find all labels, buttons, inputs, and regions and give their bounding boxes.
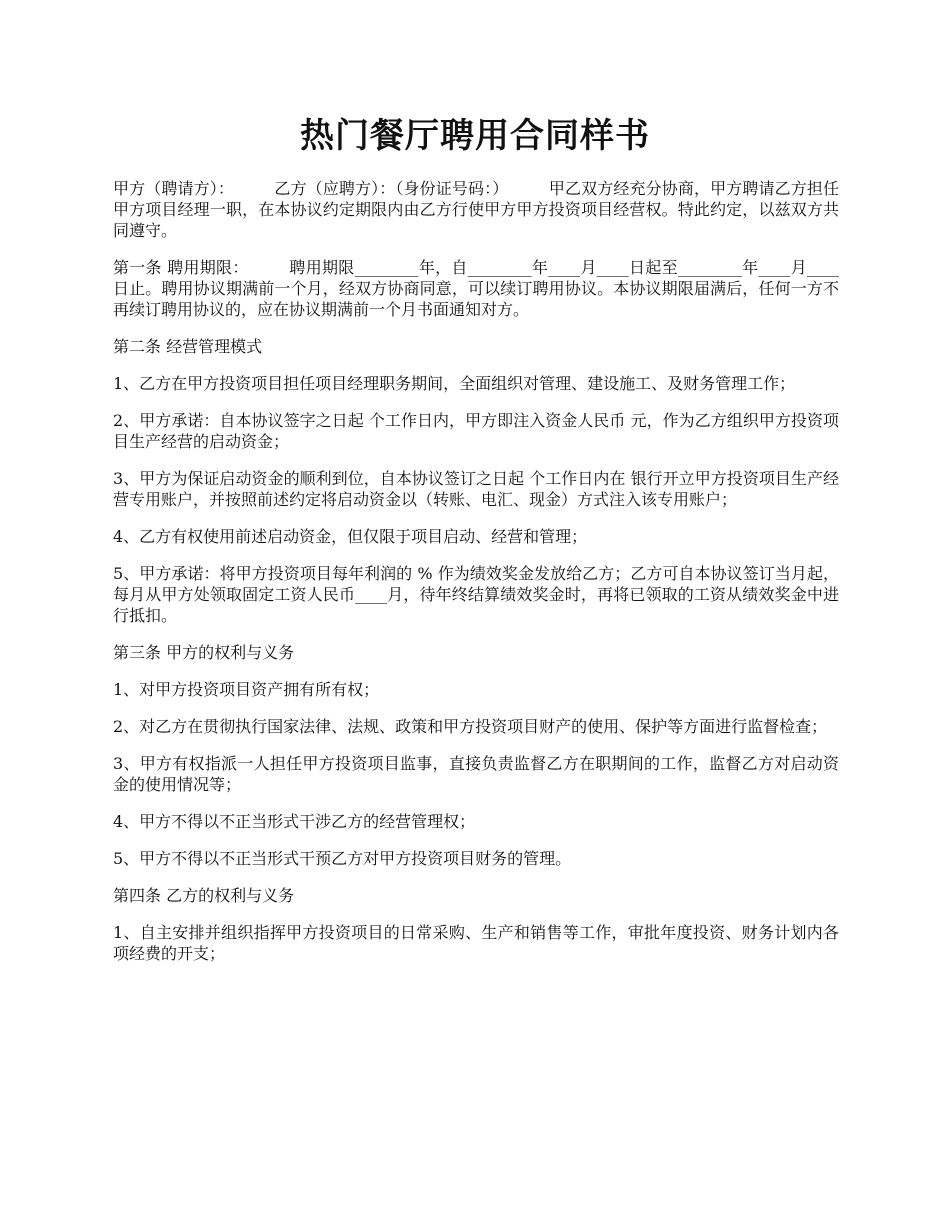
article-3-clause-2: 2、对乙方在贯彻执行国家法律、法规、政策和甲方投资项目财产的使用、保护等方面进行监督检查；	[113, 717, 828, 736]
article-3-clause-1: 1、对甲方投资项目资产拥有所有权；	[113, 680, 380, 699]
article-4-heading: 第四条 乙方的权利与义务	[113, 886, 295, 905]
document-title: 热门餐厅聘用合同样书	[300, 116, 650, 156]
document-body	[113, 178, 839, 980]
article-2-clause-1: 1、乙方在甲方投资项目担任项目经理职务期间，全面组织对管理、建设施工、及财务管理工作；	[113, 374, 796, 393]
article-4-clause-1: 1、自主安排并组织指挥甲方投资项目的日常采购、生产和销售等工作，审批年度投资、财务计划内各项经费的开支；	[113, 923, 839, 963]
article-2-clause-3: 3、甲方为保证启动资金的顺利到位，自本协议签订之日起 个工作日内在 银行开立甲方投资项目生产经营专用账户，并按照前述约定将启动资金以（转账、电汇、现金）方式注入该专用账户；	[113, 469, 839, 509]
article-3-heading: 第三条 甲方的权利与义务	[113, 643, 295, 662]
article-2-clause-4: 4、乙方有权使用前述启动资金，但仅限于项目启动、经营和管理；	[113, 527, 588, 546]
intro-paragraph: 甲方（聘请方）： 乙方（应聘方）：（身份证号码：） 甲乙双方经充分协商，甲方聘请乙方担任甲方项目经理一职，在本协议约定期限内由乙方行使甲方甲方投资项目经营权。特此约定，以兹双方共同遵守。	[113, 179, 839, 240]
article-2-heading: 第二条 经营管理模式	[113, 337, 263, 356]
article-3-clause-5: 5、甲方不得以不正当形式干预乙方对甲方投资项目财务的管理。	[113, 849, 572, 868]
article-3-clause-4: 4、甲方不得以不正当形式干涉乙方的经营管理权；	[113, 812, 476, 831]
article-2-clause-2: 2、甲方承诺：自本协议签字之日起 个工作日内，甲方即注入资金人民币 元，作为乙方组织甲方投资项目生产经营的启动资金；	[113, 411, 839, 451]
article-1-paragraph: 第一条 聘用期限： 聘用期限________年，自________年____月____日起至________年____月____日止。聘用协议期满前一个月，经双方协商同意，可以续订聘用协议。本协议期限届满后，任何一方不再续订聘用协议的，应在协议期满前一个月书面通知对方。	[113, 258, 839, 319]
article-3-clause-3: 3、甲方有权指派一人担任甲方投资项目监事，直接负责监督乙方在职期间的工作，监督乙方对启动资金的使用情况等；	[113, 754, 839, 794]
article-2-clause-5: 5、甲方承诺：将甲方投资项目每年利润的 % 作为绩效奖金发放给乙方；乙方可自本协议签订当月起，每月从甲方处领取固定工资人民币____月，待年终结算绩效奖金时，再将已领取的工资从绩效奖金中进行抵扣。	[113, 564, 839, 625]
